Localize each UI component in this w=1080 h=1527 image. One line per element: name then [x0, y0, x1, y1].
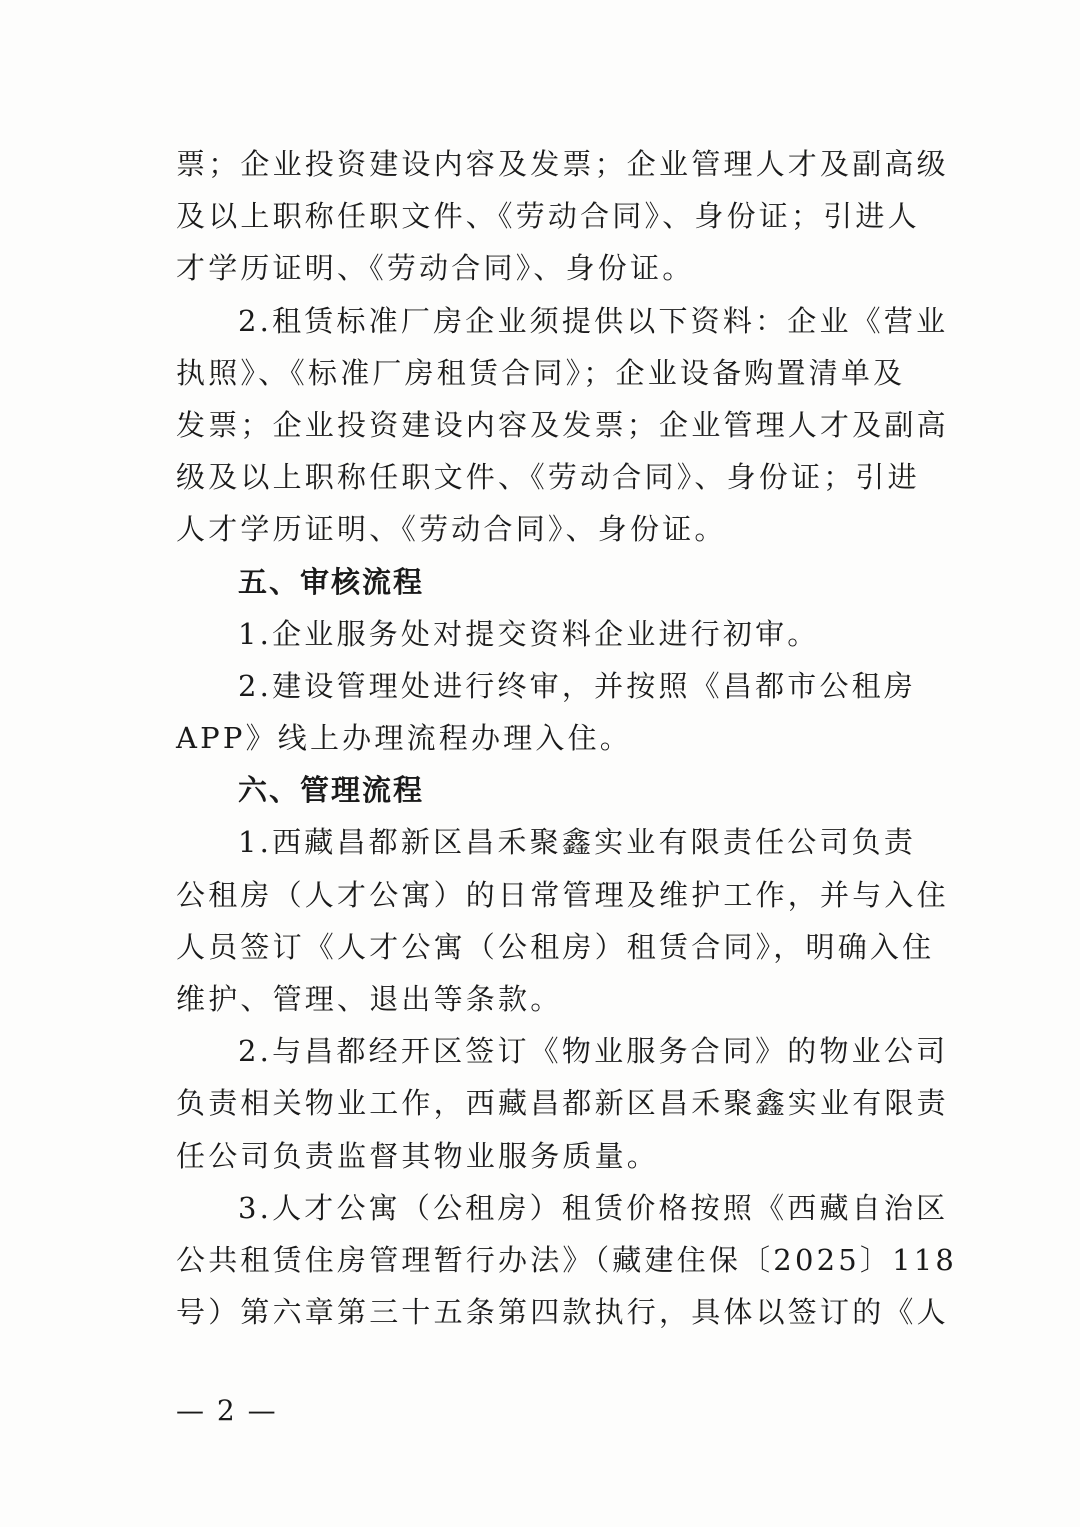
text-line: 2.建设管理处进行终审，并按照《昌都市公租房	[238, 668, 917, 703]
section-heading-management: 六、管理流程	[238, 773, 425, 808]
text-line: 票；企业投资建设内容及发票；企业管理人才及副高级	[176, 147, 949, 181]
text-line: 执照》、《标准厂房租赁合同》；企业设备购置清单及	[176, 355, 906, 390]
text-line: 2.租赁标准厂房企业须提供以下资料：企业《营业	[238, 303, 949, 338]
text-line: 发票；企业投资建设内容及发票；企业管理人才及副高	[176, 407, 949, 442]
document-body	[176, 138, 958, 1338]
text-line: APP》线上办理流程办理入住。	[176, 721, 632, 756]
text-line: 维护、管理、退出等条款。	[176, 982, 563, 1016]
section-heading-review: 五、审核流程	[238, 564, 425, 599]
page-number: — 2 —	[176, 1394, 278, 1427]
text-line: 负责相关物业工作，西藏昌都新区昌禾聚鑫实业有限责	[176, 1086, 949, 1121]
text-line: 公租房（人才公寓）的日常管理及维护工作，并与入住	[176, 877, 949, 912]
text-line: 3.人才公寓（公租房）租赁价格按照《西藏自治区	[238, 1190, 949, 1225]
text-line: 才学历证明、《劳动合同》、身份证。	[176, 251, 695, 286]
text-line: 2.与昌都经开区签订《物业服务合同》的物业公司	[238, 1034, 949, 1069]
text-line: 级及以上职称任职文件、《劳动合同》、身份证；引进	[176, 460, 920, 495]
text-line: 1.企业服务处对提交资料企业进行初审。	[238, 616, 820, 651]
text-line: 任公司负责监督其物业服务质量。	[176, 1138, 660, 1173]
text-line: 号）第六章第三十五条第四款执行，具体以签订的《人	[176, 1295, 949, 1330]
text-line: 及以上职称任职文件、《劳动合同》、身份证；引进人	[176, 199, 920, 234]
text-line: 公共租赁住房管理暂行办法》（藏建住保〔2025〕118	[176, 1242, 958, 1277]
text-line: 人才学历证明、《劳动合同》、身份证。	[176, 512, 727, 547]
text-line: 1.西藏昌都新区昌禾聚鑫实业有限责任公司负责	[238, 825, 917, 860]
text-line: 人员签订《人才公寓（公租房）租赁合同》，明确入住	[176, 929, 935, 964]
